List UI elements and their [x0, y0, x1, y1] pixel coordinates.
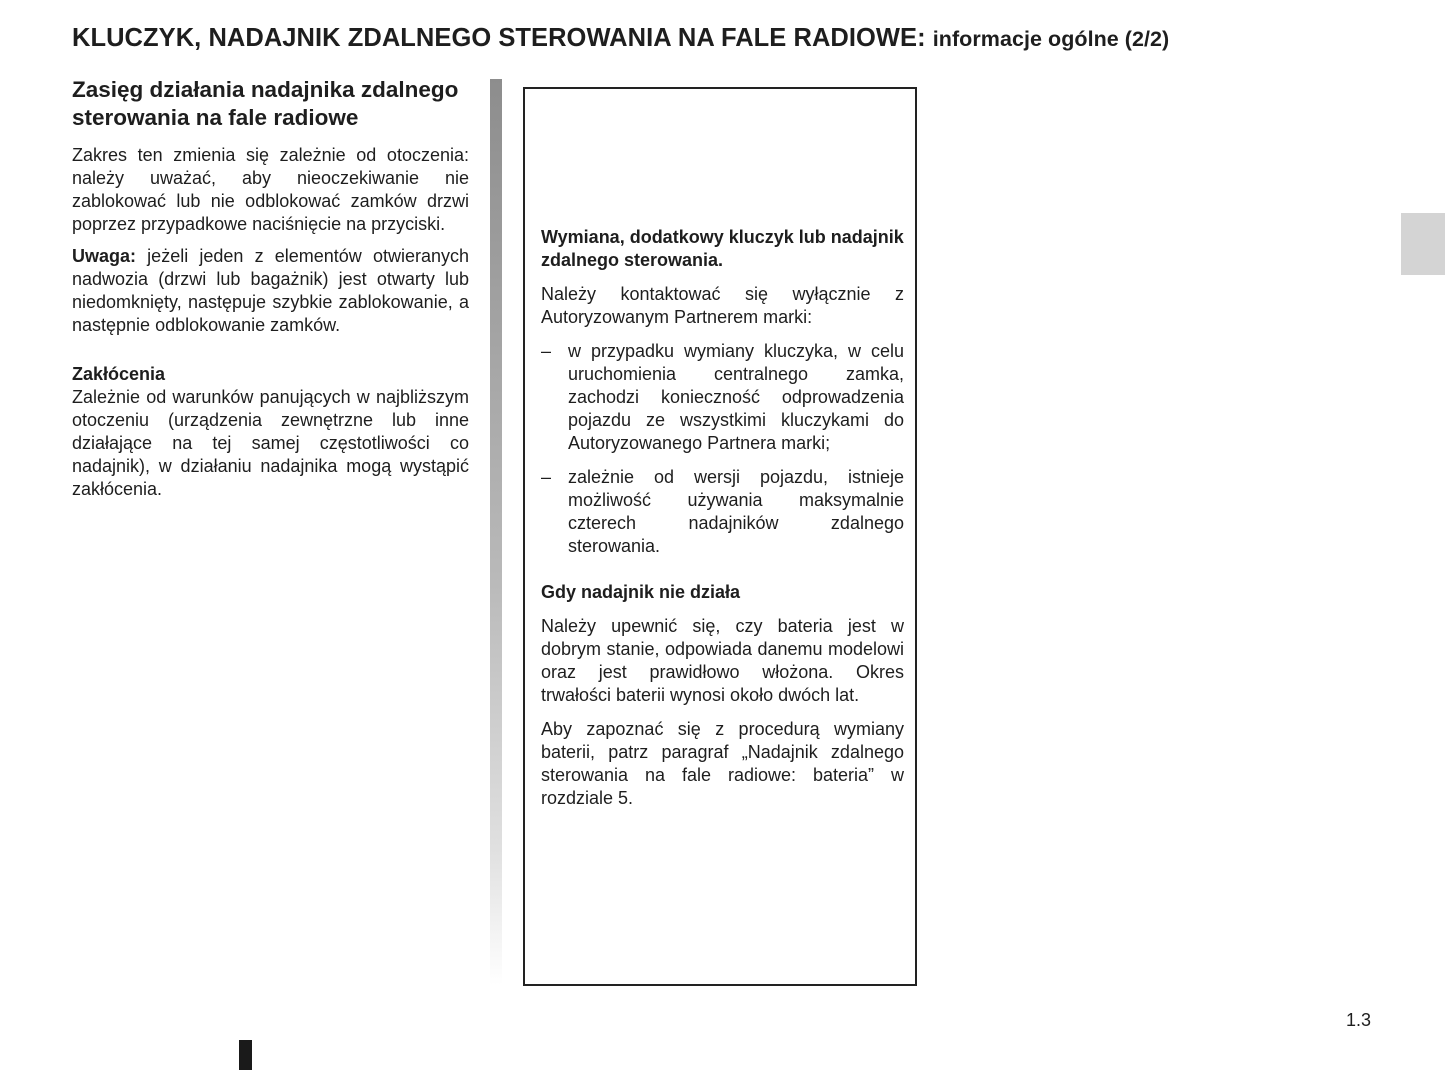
page-title-subtitle: informacje ogólne (2/2)	[932, 27, 1170, 51]
left-column	[72, 76, 469, 510]
section-tab-marker	[1401, 213, 1445, 275]
fault-heading: Gdy nadajnik nie działa	[541, 582, 741, 602]
replacement-list	[541, 340, 904, 558]
note-label: Uwaga:	[72, 246, 137, 266]
page-title	[72, 24, 1372, 53]
battery-paragraph: Aby zapoznać się z procedurą wymiany baterii, patrz paragraf „Nadajnik zdalnego sterowania na fale radiowe: bateria” w rozdziale 5.	[541, 719, 904, 808]
range-paragraph: Zakres ten zmienia się zależnie od otoczenia: należy uważać, aby nieoczekiwanie nie zablokować lub nie odblokować zamków drzwi poprzez przypadkowe naciśnięcie na przyciski.	[72, 145, 469, 234]
replacement-intro: Należy kontaktować się wyłącznie z Autoryzowanym Partnerem marki:	[541, 284, 904, 327]
range-heading: Zasięg działania nadajnika zdalnego sterowania na fale radiowe	[72, 77, 459, 130]
list-item	[541, 340, 904, 455]
list-item-text: zależnie od wersji pojazdu, istnieje możliwość używania maksymalnie czterech nadajników zdalnego sterowania.	[568, 467, 904, 556]
print-crop-mark	[239, 1040, 252, 1070]
interference-heading: Zakłócenia	[72, 364, 166, 384]
info-box-content	[541, 226, 904, 810]
interference-paragraph: Zależnie od warunków panujących w najbliższym otoczeniu (urządzenia zewnętrzne lub inne działające na tej samej częstotliwości co nadajnik), w działaniu nadajnika mogą wystąpić zakłócenia.	[72, 387, 469, 499]
note-text: jeżeli jeden z elementów otwieranych nadwozia (drzwi lub bagażnik) jest otwarty lub niedomknięty, następuje szybkie zablokowanie, a następnie odblokowanie zamków.	[72, 246, 469, 335]
dash-marker: –	[541, 467, 552, 487]
list-item-text: w przypadku wymiany kluczyka, w celu uruchomienia centralnego zamka, zachodzi konieczność odprowadzenia pojazdu ze wszystkimi kluczykami do Autoryzowanego Partnera marki;	[568, 341, 904, 453]
page-title-main: KLUCZYK, NADAJNIK ZDALNEGO STEROWANIA NA FALE RADIOWE:	[72, 24, 926, 52]
fault-paragraph: Należy upewnić się, czy bateria jest w dobrym stanie, odpowiada danemu modelowi oraz jest prawidłowo włożona. Okres trwałości baterii wynosi około dwóch lat.	[541, 616, 904, 705]
column-divider	[490, 79, 502, 985]
note-paragraph	[72, 245, 469, 337]
page-number: 1.3	[1346, 1010, 1372, 1030]
dash-marker: –	[541, 341, 552, 361]
replacement-heading: Wymiana, dodatkowy kluczyk lub nadajnik zdalnego sterowania.	[541, 227, 904, 270]
list-item	[541, 466, 904, 558]
